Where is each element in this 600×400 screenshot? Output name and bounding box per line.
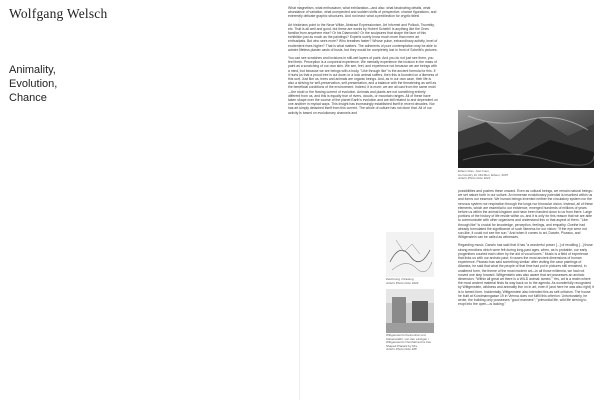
paragraph: Regarding music, Darwin has said that it has "a wonderful power [...] of recalling [...] those strong emotions which were felt during long-past ages, when, as is probable, our early progenitors courted each other by the aid of vocal tones." Music is a field of experience that links us with our archaic past; it rouses the most ancient dimensions of human experience. Picasso has said something similar: after visiting the cave paintings of Altamira, he said that what the people of that time had put in pictures still remained, in unaltered form, the theme of the most modern art—in all those millennia, we had not moved one step forward. Wittgenstein was also aware that art possesses an archaic dimension: "Within all great art there is a WILD animal: tamed." Yes, art is a realm where the most ancient material finds its way back on to the agenda. As wonderfully recognized by Wittgenstein, wildness and animality live on in art, even if (and here he was also right) it is in tamed form. Incidentally, Wittgenstein also intended this as self-criticism. The house he built at Kundmanngasse 19 in Vienna does not fulfill this criterion. Unfortunately, he wrote, the building only possesses "good manners"; "primordial life, wild life striving to erupt into the open—is lacking."	[458, 243, 594, 307]
figure-drawing	[386, 232, 434, 277]
figure-landscape-photo	[458, 110, 594, 168]
drawing-image	[386, 232, 434, 277]
text-column-2	[458, 189, 594, 310]
paragraph: Art historians point to the Neue Wilde, Abstract Expressionism, Art Informel and Pollock, Twombly, etc. That is all well and good, but these are works by Hubert Scheibl! Is anything like the Ones familiar from anywhere else? Or his Diamonds? Or the sculptures that shape the face of this exhibition just as much as the paintings? Experts surely know much more than mere art enthusiasts. But who sees more? Who breathes faster? Whose pulse, extraordinary activity, level of excitement rises higher? That is what matters. The adherents of pure contemplation may be able to admire lifeless plaster casts of busts, but they would be completely lost in front of Scheibl's pictures.	[288, 22, 438, 52]
paragraph: possibilities and pushes these onward. Even as cultural beings, we remain natural beings: we set nature forth in our culture. An immense evolutionary potential is inscribed within us and forms our essence. We human beings invented neither the circulatory system nor the nervous system nor respiration through the lungs nor binocular vision. Instead, all of these elements, which are essential to our existence, emerged hundreds of millions of years before us within the animal kingdom and have been handed down to us from there. Large portions of the history of life reside within us, and it is only for this reason that we are able to communicate with other organisms and understand this or that aspect of them. "Like through like" is crucial for knowledge, perception, feelings, and empathy. Goethe had already formulated the significance of such likeness for our vision: "If the eye were not sun-like, it could not see the sun." And when it comes to art, Darwin, Picasso, and Wittgenstein can be called as witnesses.	[458, 189, 593, 240]
chapter-title	[9, 63, 57, 105]
caption-line: Ethem Clan, Jost Cnen,	[458, 169, 490, 173]
title-line: Animality,	[9, 64, 56, 76]
landscape-photo-image	[458, 110, 594, 168]
caption-line: Artist's Photo Note 3333	[386, 280, 419, 285]
caption-line: Wittgenstein's Kieinenhar und Kaisenwaldz, von den einzigen / Wittgenstein's Overhall and a Cat-Shaped Placard by Mrs	[386, 333, 432, 348]
caption-line: Zeichnung / Drawing	[386, 277, 414, 281]
caption-line: Artist's Photo Note 188	[386, 347, 417, 352]
author-name: Wolfgang Welsch	[9, 6, 108, 21]
caption-landscape	[458, 170, 594, 181]
caption-interior	[386, 334, 436, 352]
paragraph: What magnetism, what enthusiasm, what exhilaration—and also: what fascinating details, what abundance of variation, what unexpected and sudden shifts of perspective, chance figurations, and extremely delicate graphic structures. And not least: what a predilection for cryptic titles!	[288, 6, 437, 19]
caption-line: Au Country for Old Men, Ethem, 2007	[458, 172, 509, 177]
caption-drawing	[386, 278, 434, 285]
title-line: Chance	[9, 92, 47, 104]
paragraph: You can see scratches and incisions in still-wet layers of paint. And you do not just see them, you feel them. Perception is a corporeal experience. We mentally experience the incision in the mass of paint as a scratching of our own skin. We see, feel, and experience not because we are beings with a mind, but because we are beings with a body. "Like through like" is the ancient formula for this. If it hurts us that a proud tree is cut down or a lock animal suffers, then this is founded on a likeness of this sort. Just like us, trees and animals are organic beings. And, as in our own case, their life is also a striving for self-preservation, self-presentation, and a balance with the threatening as well as the beneficial conditions of the environment. Indeed, it is more: we are all cast from the same mold—the mold or the flowing current of evolution. Animals and plants are not something entirely different from us, and this is equally true of rivers, clouds, or mountain ranges. All of these have taken shape over the course of the planet Earth's evolution and are still related to and dependent on one another in myriad ways. This insight has increasingly established itself in recent decades. Nor has art simply detached itself from this current. The whole of culture has not done that. All of our activity is based on evolutionary channels and	[288, 56, 438, 115]
title-line: Evolution,	[9, 78, 58, 90]
text-column-1	[288, 6, 438, 119]
interior-photo-image	[386, 289, 434, 333]
figure-interior-photo	[386, 289, 434, 333]
caption-line: Artist's Photo Note 3222	[458, 176, 491, 181]
